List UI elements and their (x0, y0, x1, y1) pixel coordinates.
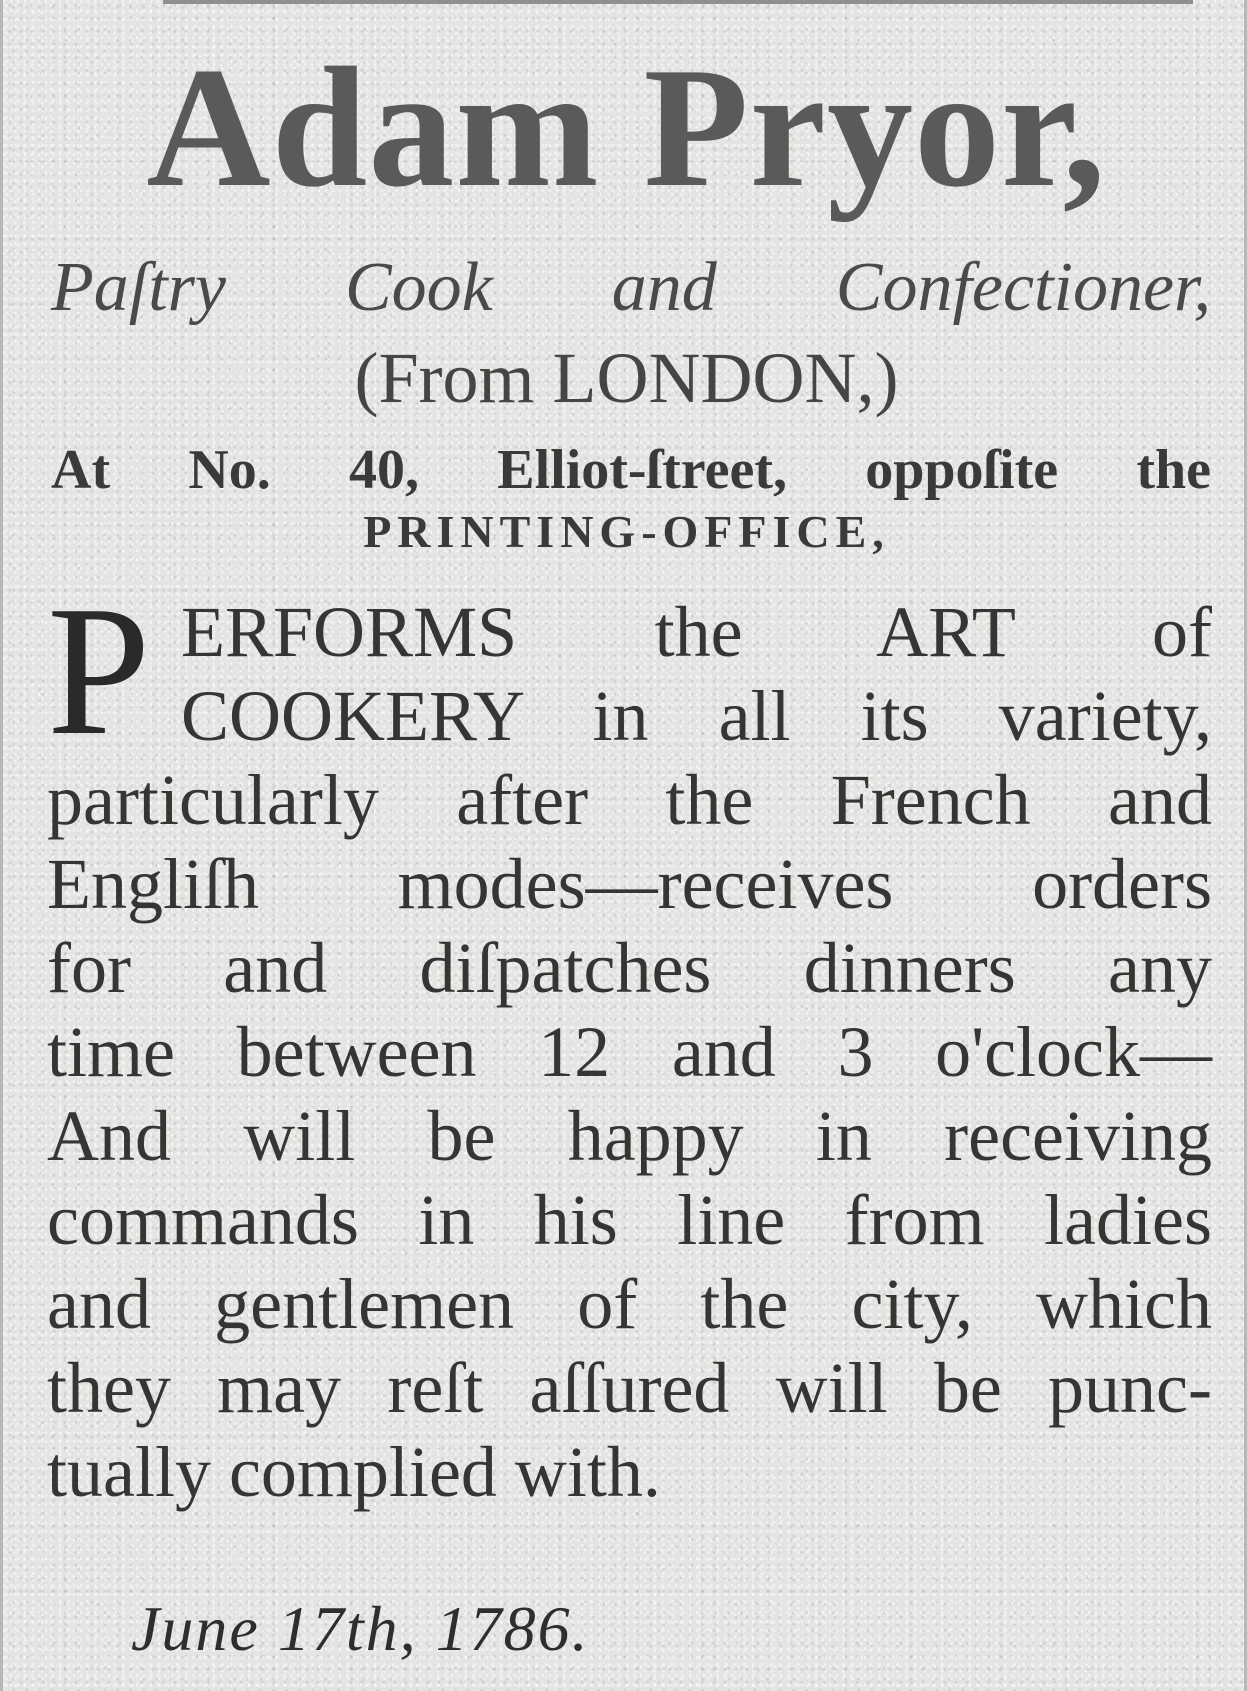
origin-line: (From LONDON,) (354, 338, 899, 418)
body-line: for and diſpatches dinners any (47, 928, 1212, 1008)
body-line: Engliſh modes—receives orders (47, 844, 1212, 924)
body-line: time between 12 and 3 o'clock— (47, 1012, 1212, 1092)
body-line: particularly after the French and (47, 760, 1212, 840)
body-line: COOKERY in all its variety, (181, 676, 1212, 756)
body-line: And will be happy in receiving (47, 1096, 1212, 1176)
address-office: PRINTING-OFFICE, (363, 506, 890, 557)
body-line: they may reſt aſſured will be punc- (47, 1348, 1212, 1428)
address-line: At No. 40, Elliot-ſtreet, oppoſite the (51, 439, 1211, 501)
trade-title: Paſtry Cook and Confectioner, (51, 249, 1211, 326)
body-line: tually complied with. (47, 1432, 661, 1512)
drop-cap-letter: P (47, 568, 151, 774)
advertisement-date: June 17th, 1786. (131, 1593, 590, 1664)
advertiser-name: Adam Pryor, (146, 33, 1107, 223)
body-line: ERFORMS the ART of (181, 592, 1212, 672)
body-line: commands in his line from ladies (47, 1180, 1212, 1260)
top-border-rule (163, 0, 1193, 4)
body-line: and gentlemen of the city, which (47, 1264, 1212, 1344)
